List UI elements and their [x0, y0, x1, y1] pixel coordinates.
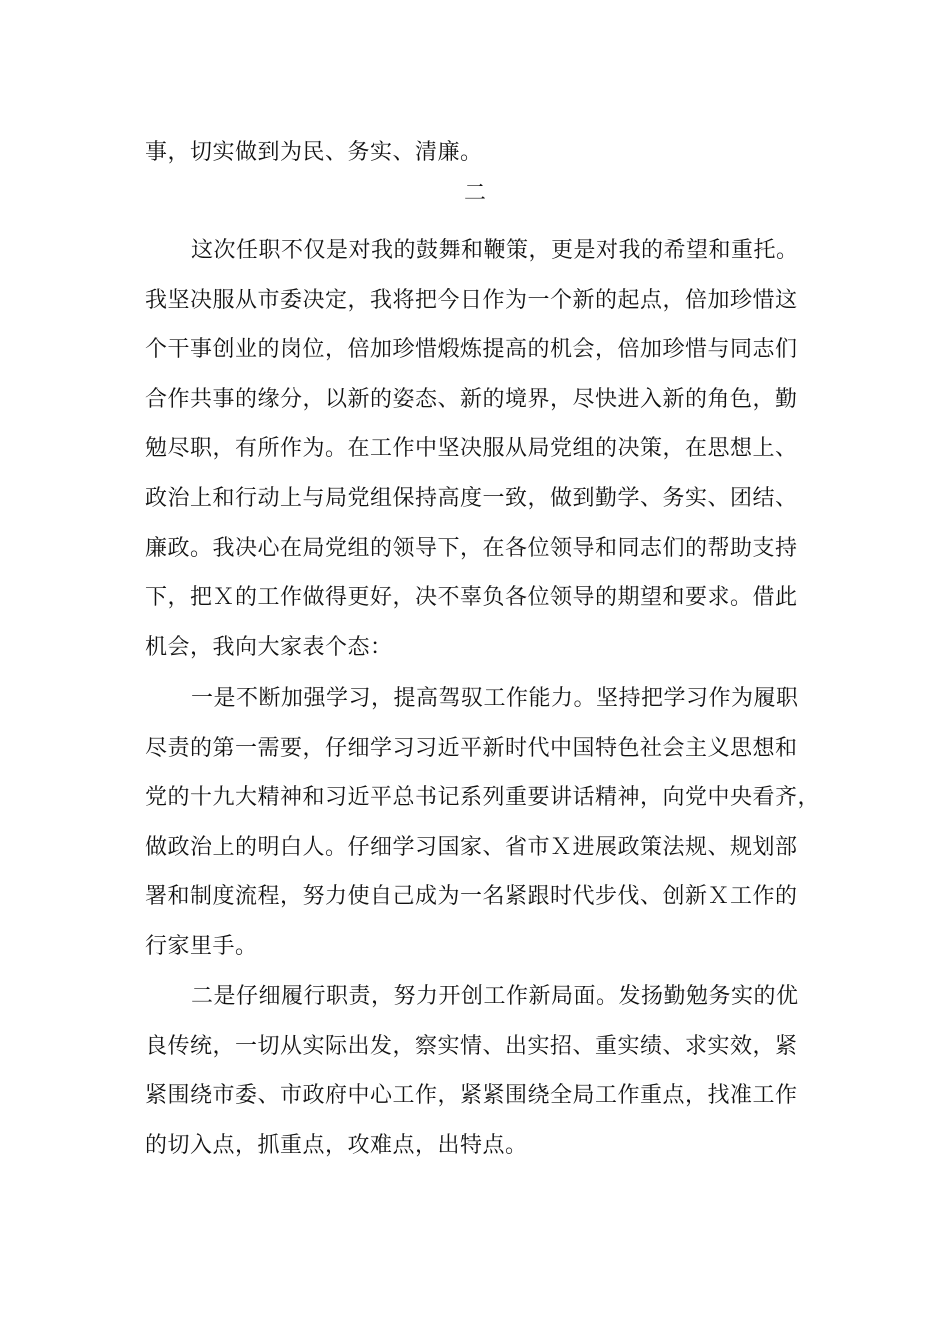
paragraph-continuation: [145, 128, 825, 178]
section-heading: 二: [463, 181, 486, 206]
paragraph-appointment-statement: [145, 226, 825, 672]
paragraph-point-two: [145, 972, 825, 1170]
text-line: 党的十九大精神和习近平总书记系列重要讲话精神，向党中央看齐，: [145, 785, 821, 811]
text-line: 勉尽职，有所作为。在工作中坚决服从局党组的决策，在思想上、: [145, 436, 798, 462]
text-line: 合作共事的缘分，以新的姿态、新的境界，尽快进入新的角色，勤: [145, 386, 798, 412]
text-line: 政治上和行动上与局党组保持高度一致，做到勤学、务实、团结、: [145, 485, 798, 511]
text-line: 事，切实做到为民、务实、清廉。: [145, 140, 483, 165]
text-line: 良传统，一切从实际出发，察实情、出实招、重实绩、求实效，紧: [145, 1033, 798, 1059]
text-line: 署和制度流程，努力使自己成为一名紧跟时代步伐、创新Ｘ工作的: [145, 884, 798, 910]
text-line: 这次任职不仅是对我的鼓舞和鞭策，更是对我的希望和重托。: [191, 238, 799, 263]
text-line: 廉政。我决心在局党组的领导下，在各位领导和同志们的帮助支持: [145, 535, 798, 561]
text-line: 下，把Ｘ的工作做得更好，决不辜负各位领导的期望和要求。借此: [145, 585, 798, 611]
text-line: 紧围绕市委、市政府中心工作，紧紧围绕全局工作重点，找准工作: [145, 1083, 798, 1109]
text-line: 做政治上的明白人。仔细学习国家、省市Ｘ进展政策法规、规划部: [145, 834, 798, 860]
text-line: 一是不断加强学习，提高驾驭工作能力。坚持把学习作为履职: [191, 686, 799, 711]
text-line: 个干事创业的岗位，倍加珍惜煅炼提高的机会，倍加珍惜与同志们: [145, 337, 798, 363]
paragraph-point-one: [145, 674, 825, 972]
text-line: 尽责的第一需要，仔细学习习近平新时代中国特色社会主义思想和: [145, 735, 798, 761]
text-line: 机会，我向大家表个态：: [145, 634, 393, 660]
text-line: 我坚决服从市委决定，我将把今日作为一个新的起点，倍加珍惜这: [145, 287, 798, 313]
text-line: 行家里手。: [145, 933, 258, 959]
text-line: 的切入点，抓重点，攻难点，出特点。: [145, 1132, 528, 1158]
text-line: 二是仔细履行职责，努力开创工作新局面。发扬勤勉务实的优: [191, 984, 799, 1009]
